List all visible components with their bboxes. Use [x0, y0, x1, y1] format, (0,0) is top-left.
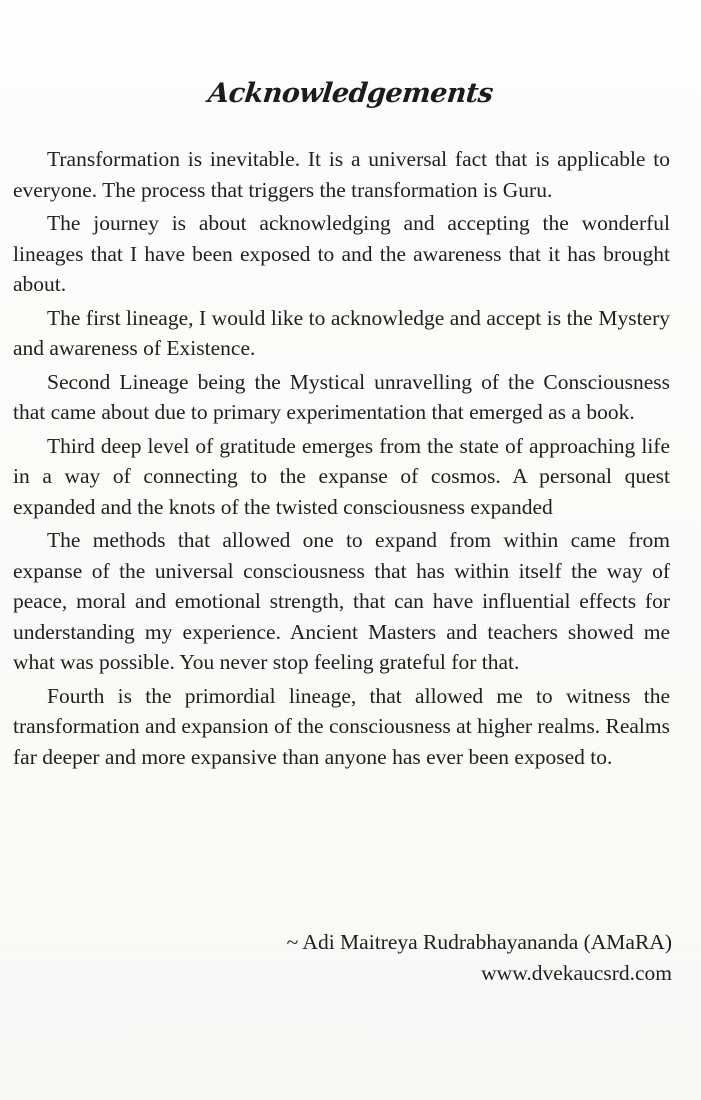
signature-block — [287, 927, 672, 988]
paragraph-6: The methods that allowed one to expand from within came from expanse of the universal consciousness that has within itself the way of peace, moral and emotional strength, that can have influential effects for understanding my experience. Ancient Masters and teachers showed me what was possible. You never stop feeling grateful for that. — [13, 528, 670, 674]
paragraph-5: Third deep level of gratitude emerges from the state of approaching life in a way of connecting to the expanse of cosmos. A personal quest expanded and the knots of the twisted consciousness expanded — [13, 433, 670, 519]
paragraph-4: Second Lineage being the Mystical unravelling of the Consciousness that came about due to primary experimentation that emerged as a book. — [13, 369, 670, 424]
author-signature: ~ Adi Maitreya Rudrabhayananda (AMaRA) — [286, 930, 672, 954]
paragraph-3: The first lineage, I would like to acknowledge and accept is the Mystery and awareness of Existence. — [13, 305, 670, 360]
paragraph-1: Transformation is inevitable. It is a universal fact that is applicable to everyone. The process that triggers the transformation is Guru. — [13, 147, 670, 202]
paragraph-7: Fourth is the primordial lineage, that allowed me to witness the transformation and expansion of the consciousness at higher realms. Realms far deeper and more expansive than anyone has ever been exposed to. — [13, 683, 670, 769]
website-link[interactable]: www.dvekaucsrd.com — [481, 960, 672, 985]
paragraph-2: The journey is about acknowledging and accepting the wonderful lineages that I have been exposed to and the awareness that it has brought about. — [13, 211, 670, 296]
body-text — [13, 144, 670, 775]
page-title: Acknowledgements — [206, 78, 495, 109]
